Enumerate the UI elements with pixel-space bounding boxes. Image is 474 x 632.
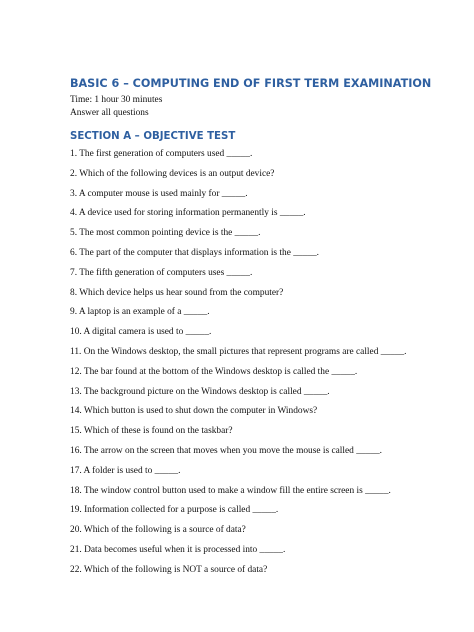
question-item: 9. A laptop is an example of a _____. xyxy=(70,307,210,318)
exam-duration: Time: 1 hour 30 minutes xyxy=(70,95,163,105)
question-item: 12. The bar found at the bottom of the Windows desktop is called the _____. xyxy=(70,366,358,377)
section-a-heading: SECTION A – OBJECTIVE TEST xyxy=(70,131,236,142)
question-item: 19. Information collected for a purpose is called _____. xyxy=(70,505,279,516)
question-list xyxy=(70,148,450,577)
question-item: 17. A folder is used to _____. xyxy=(70,465,181,476)
question-item: 14. Which button is used to shut down the computer in Windows? xyxy=(70,406,318,417)
question-item: 7. The fifth generation of computers uses _____. xyxy=(70,267,253,278)
exam-instruction: Answer all questions xyxy=(70,108,149,118)
question-item: 3. A computer mouse is used mainly for _____. xyxy=(70,188,248,199)
document-content xyxy=(70,76,450,584)
question-item: 18. The window control button used to make a window fill the entire screen is _____. xyxy=(70,485,391,496)
question-item: 16. The arrow on the screen that moves when you move the mouse is called _____. xyxy=(70,445,382,456)
question-item: 4. A device used for storing information permanently is _____. xyxy=(70,208,306,219)
question-item: 1. The first generation of computers used _____. xyxy=(70,149,253,159)
question-item: 15. Which of these is found on the taskbar? xyxy=(70,426,233,437)
question-item: 11. On the Windows desktop, the small pictures that represent programs are called _____. xyxy=(70,346,407,357)
question-item: 2. Which of the following devices is an output device? xyxy=(70,168,275,179)
question-item: 21. Data becomes useful when it is processed into _____. xyxy=(70,544,286,555)
question-item: 6. The part of the computer that displays information is the _____. xyxy=(70,247,319,258)
question-item: 13. The background picture on the Windows desktop is called _____. xyxy=(70,386,330,397)
question-item: 5. The most common pointing device is the _____. xyxy=(70,228,261,239)
exam-title: BASIC 6 – COMPUTING END OF FIRST TERM EXAMINATION xyxy=(70,77,432,90)
question-item: 10. A digital camera is used to _____. xyxy=(70,327,212,338)
question-item: 20. Which of the following is a source of data? xyxy=(70,525,246,536)
question-item: 8. Which device helps us hear sound from the computer? xyxy=(70,287,284,298)
question-item: 22. Which of the following is NOT a source of data? xyxy=(70,564,268,575)
